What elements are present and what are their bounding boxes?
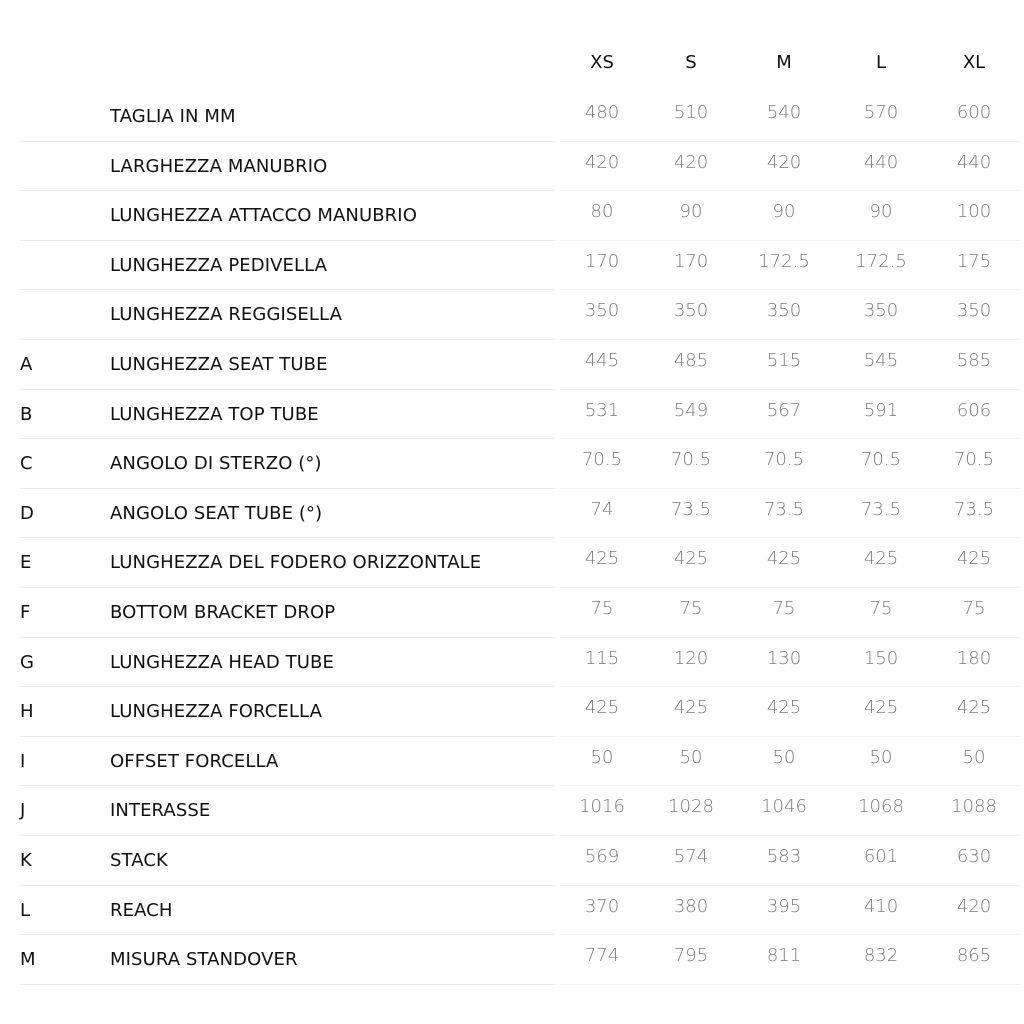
row-value: 100 <box>956 201 992 223</box>
table-row <box>0 638 1024 688</box>
row-value: 75 <box>962 597 986 619</box>
table-row <box>0 290 1024 340</box>
row-value: 540 <box>766 102 802 123</box>
row-value: 370 <box>584 895 620 917</box>
table-row <box>0 390 1024 440</box>
row-value: 75 <box>679 597 703 619</box>
row-value: 50 <box>679 746 703 768</box>
row-value: 425 <box>584 697 620 719</box>
row-value: 75 <box>590 597 614 619</box>
row-value: 591 <box>863 399 899 421</box>
row-value: 425 <box>673 548 709 570</box>
row-value: 70.5 <box>763 449 805 471</box>
row-label: LARGHEZZA MANUBRIO <box>110 155 328 177</box>
row-value: 567 <box>766 399 802 421</box>
size-header-s: S <box>685 52 697 73</box>
row-letter: I <box>20 750 26 772</box>
row-label: STACK <box>110 849 168 871</box>
row-value: 606 <box>956 399 992 421</box>
table-row <box>0 340 1024 390</box>
row-value: 569 <box>584 845 620 867</box>
row-value: 420 <box>673 151 709 173</box>
row-value: 75 <box>869 597 893 619</box>
table-row <box>0 92 1024 142</box>
table-row <box>0 142 1024 192</box>
size-header-xs: XS <box>590 52 614 73</box>
table-body <box>0 92 1024 985</box>
row-letter: F <box>20 601 31 623</box>
row-label: LUNGHEZZA HEAD TUBE <box>110 651 334 673</box>
row-value: 172.5 <box>855 250 907 272</box>
row-value: 50 <box>772 746 796 768</box>
row-letter: E <box>20 552 32 574</box>
row-value: 50 <box>590 746 614 768</box>
row-value: 425 <box>956 548 992 570</box>
table-row <box>0 737 1024 787</box>
row-value: 425 <box>766 548 802 570</box>
row-value: 170 <box>673 250 709 272</box>
row-value: 545 <box>863 349 899 371</box>
row-value: 410 <box>863 895 899 917</box>
row-value: 130 <box>766 647 802 669</box>
row-value: 425 <box>956 697 992 719</box>
table-row <box>0 489 1024 539</box>
row-value: 395 <box>766 895 802 917</box>
row-value: 574 <box>673 845 709 867</box>
row-value: 170 <box>584 250 620 272</box>
row-value: 515 <box>766 349 802 371</box>
row-letter: J <box>20 800 26 822</box>
row-label: BOTTOM BRACKET DROP <box>110 601 336 623</box>
row-value: 445 <box>584 349 620 371</box>
row-letter: M <box>20 949 36 971</box>
row-value: 425 <box>673 697 709 719</box>
row-value: 485 <box>673 349 709 371</box>
row-letter: K <box>20 849 32 871</box>
row-value: 90 <box>772 201 796 223</box>
row-label: MISURA STANDOVER <box>110 949 298 971</box>
row-value: 70.5 <box>670 449 712 471</box>
row-value: 425 <box>584 548 620 570</box>
row-value: 115 <box>584 647 620 669</box>
row-label: LUNGHEZZA PEDIVELLA <box>110 254 328 276</box>
table-row <box>0 241 1024 291</box>
row-value: 1016 <box>579 796 625 818</box>
row-value: 795 <box>673 945 709 967</box>
row-value: 73.5 <box>953 498 995 520</box>
row-value: 510 <box>673 102 709 123</box>
row-value: 585 <box>956 349 992 371</box>
row-value: 350 <box>766 300 802 322</box>
row-value: 1068 <box>858 796 904 818</box>
row-value: 172.5 <box>758 250 810 272</box>
row-value: 350 <box>584 300 620 322</box>
table-row <box>0 836 1024 886</box>
row-value: 425 <box>863 697 899 719</box>
row-label: LUNGHEZZA FORCELLA <box>110 701 322 723</box>
row-letter: C <box>20 453 33 475</box>
row-value: 50 <box>869 746 893 768</box>
row-value: 811 <box>766 945 802 967</box>
row-letter: H <box>20 701 34 723</box>
row-label: INTERASSE <box>110 800 211 822</box>
row-value: 350 <box>956 300 992 322</box>
row-value: 73.5 <box>763 498 805 520</box>
row-letter: B <box>20 403 33 425</box>
row-value: 425 <box>863 548 899 570</box>
row-letter: L <box>20 899 31 921</box>
table-row <box>0 191 1024 241</box>
row-value: 380 <box>673 895 709 917</box>
row-label: LUNGHEZZA SEAT TUBE <box>110 353 328 375</box>
row-value: 70.5 <box>860 449 902 471</box>
row-label: LUNGHEZZA ATTACCO MANUBRIO <box>110 205 417 227</box>
row-value: 480 <box>584 102 620 123</box>
table-row <box>0 935 1024 985</box>
row-value: 531 <box>584 399 620 421</box>
row-value: 70.5 <box>953 449 995 471</box>
row-label: REACH <box>110 899 173 921</box>
table-row <box>0 439 1024 489</box>
row-label: LUNGHEZZA DEL FODERO ORIZZONTALE <box>110 552 482 574</box>
row-value: 350 <box>863 300 899 322</box>
table-row <box>0 886 1024 936</box>
size-header-m: M <box>776 52 792 73</box>
row-value: 440 <box>863 151 899 173</box>
row-value: 420 <box>766 151 802 173</box>
row-value: 50 <box>962 746 986 768</box>
row-value: 75 <box>772 597 796 619</box>
row-value: 774 <box>584 945 620 967</box>
row-value: 1028 <box>668 796 714 818</box>
row-value: 73.5 <box>860 498 902 520</box>
row-value: 74 <box>590 498 614 520</box>
row-value: 420 <box>584 151 620 173</box>
table-row <box>0 588 1024 638</box>
size-header-l: L <box>875 52 887 73</box>
table-row <box>0 538 1024 588</box>
row-value: 1046 <box>761 796 807 818</box>
row-letter: G <box>20 651 34 673</box>
row-value: 832 <box>863 945 899 967</box>
size-header-xl: XL <box>962 52 986 73</box>
row-value: 73.5 <box>670 498 712 520</box>
row-value: 150 <box>863 647 899 669</box>
row-label: TAGLIA IN MM <box>110 106 236 127</box>
row-value: 549 <box>673 399 709 421</box>
row-value: 570 <box>863 102 899 123</box>
row-value: 601 <box>863 845 899 867</box>
row-value: 420 <box>956 895 992 917</box>
row-label: ANGOLO SEAT TUBE (°) <box>110 502 323 524</box>
row-value: 600 <box>956 102 992 123</box>
row-value: 425 <box>766 697 802 719</box>
row-value: 865 <box>956 945 992 967</box>
row-label: LUNGHEZZA TOP TUBE <box>110 403 319 425</box>
row-value: 440 <box>956 151 992 173</box>
row-value: 583 <box>766 845 802 867</box>
row-value: 630 <box>956 845 992 867</box>
row-value: 1088 <box>951 796 997 818</box>
row-label: OFFSET FORCELLA <box>110 750 279 772</box>
row-letter: A <box>20 353 33 375</box>
row-value: 90 <box>869 201 893 223</box>
table-row <box>0 687 1024 737</box>
row-value: 350 <box>673 300 709 322</box>
row-value: 90 <box>679 201 703 223</box>
row-value: 180 <box>956 647 992 669</box>
table-row <box>0 786 1024 836</box>
row-value: 80 <box>590 201 614 223</box>
row-value: 70.5 <box>581 449 623 471</box>
row-label: LUNGHEZZA REGGISELLA <box>110 304 342 326</box>
row-value: 120 <box>673 647 709 669</box>
row-letter: D <box>20 502 34 524</box>
size-header-row <box>0 48 1024 78</box>
row-label: ANGOLO DI STERZO (°) <box>110 453 322 475</box>
row-value: 175 <box>956 250 992 272</box>
